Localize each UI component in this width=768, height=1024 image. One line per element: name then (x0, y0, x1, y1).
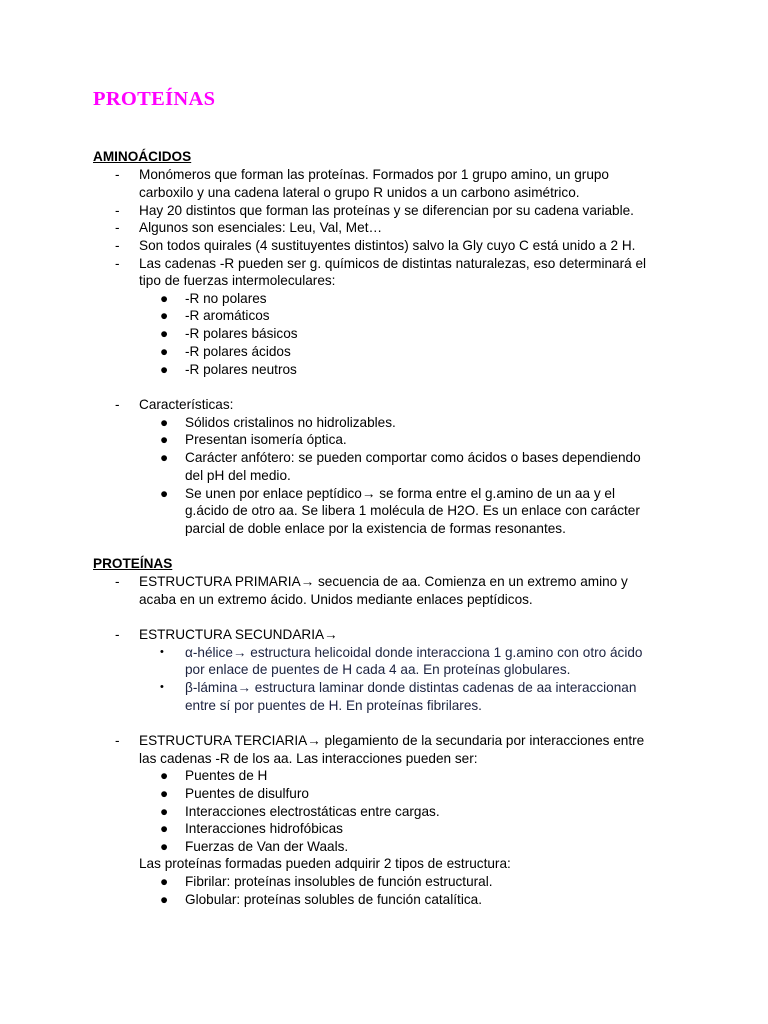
sub-list-item: Se unen por enlace peptídico→ se forma entre el g.amino de un aa y el (185, 486, 615, 501)
list-item: las cadenas -R de los aa. Las interacciones pueden ser: (139, 751, 478, 766)
list-item: ESTRUCTURA PRIMARIA→ secuencia de aa. Comienza en un extremo amino y (139, 574, 628, 589)
sub-list-item: parcial de doble enlace por la existencia de formas resonantes. (185, 521, 566, 536)
bullet-marker: ● (160, 362, 169, 377)
bullet-marker: ● (160, 839, 169, 854)
dash-marker: - (115, 574, 120, 589)
list-item: Son todos quirales (4 sustituyentes distintos) salvo la Gly cuyo C está unido a 2 H. (139, 238, 636, 253)
bullet-marker: ● (160, 450, 169, 465)
dash-marker: - (115, 167, 120, 182)
list-item: ESTRUCTURA SECUNDARIA→ (139, 627, 338, 642)
sub-list-item: g.ácido de otro aa. Se libera 1 molécula de H2O. Es un enlace con carácter (185, 503, 640, 518)
list-item: tipo de fuerzas intermoleculares: (139, 273, 336, 288)
bullet-marker: ● (160, 874, 169, 889)
bullet-marker: ● (160, 804, 169, 819)
bullet-marker: ● (160, 415, 169, 430)
dash-marker: - (115, 733, 120, 748)
sub-list-item: α-hélice→ estructura helicoidal donde interacciona 1 g.amino con otro ácido (185, 645, 643, 660)
sub-list-item: Interacciones electrostáticas entre cargas. (185, 804, 440, 819)
sub-list-item: Presentan isomería óptica. (185, 432, 347, 447)
list-item: Características: (139, 397, 234, 412)
bullet-marker: ● (160, 892, 169, 907)
dash-marker: - (115, 397, 120, 412)
bullet-marker: ● (160, 344, 169, 359)
list-item: carboxilo y una cadena lateral o grupo R unidos a un carbono asimétrico. (139, 185, 580, 200)
dash-marker: - (115, 220, 120, 235)
section-heading-proteinas: PROTEÍNAS (93, 556, 173, 571)
paragraph-text: Las proteínas formadas pueden adquirir 2 tipos de estructura: (139, 856, 511, 871)
sub-list-item: por enlace de puentes de H cada 4 aa. En proteínas globulares. (185, 662, 571, 677)
sub-list-item: β-lámina→ estructura laminar donde distintas cadenas de aa interaccionan (185, 680, 637, 695)
sub-list-item: -R polares ácidos (185, 344, 291, 359)
bullet-marker: ● (160, 786, 169, 801)
bullet-marker: ● (160, 326, 169, 341)
list-item: Las cadenas -R pueden ser g. químicos de distintas naturalezas, eso determinará el (139, 256, 647, 271)
list-item: ESTRUCTURA TERCIARIA→ plegamiento de la secundaria por interacciones entre (139, 733, 645, 748)
section-heading-aminoacidos: AMINOÁCIDOS (93, 149, 192, 164)
bullet-marker: ● (160, 432, 169, 447)
bullet-marker: ● (160, 486, 169, 501)
sub-list-item: Sólidos cristalinos no hidrolizables. (185, 415, 396, 430)
dash-marker: - (115, 256, 120, 271)
list-item: Algunos son esenciales: Leu, Val, Met… (139, 220, 383, 235)
bullet-marker: • (160, 646, 164, 658)
bullet-marker: ● (160, 308, 169, 323)
sub-list-item: Fuerzas de Van der Waals. (185, 839, 349, 854)
sub-list-item: -R polares básicos (185, 326, 298, 341)
bullet-marker: ● (160, 821, 169, 836)
sub-list-item: -R no polares (185, 291, 267, 306)
dash-marker: - (115, 627, 120, 642)
page-title: PROTEÍNAS (93, 88, 216, 110)
sub-list-item: -R polares neutros (185, 362, 297, 377)
bullet-marker: ● (160, 291, 169, 306)
sub-list-item: entre sí por puentes de H. En proteínas fibrilares. (185, 698, 482, 713)
sub-list-item: Puentes de disulfuro (185, 786, 309, 801)
sub-list-item: Puentes de H (185, 768, 268, 783)
list-item: Hay 20 distintos que forman las proteínas y se diferencian por su cadena variable. (139, 203, 634, 218)
list-item: Monómeros que forman las proteínas. Formados por 1 grupo amino, un grupo (139, 167, 609, 182)
bullet-marker: ● (160, 768, 169, 783)
bullet-marker: • (160, 681, 164, 693)
sub-list-item: Interacciones hidrofóbicas (185, 821, 343, 836)
sub-list-item: del pH del medio. (185, 468, 291, 483)
list-item: acaba en un extremo ácido. Unidos mediante enlaces peptídicos. (139, 592, 533, 607)
dash-marker: - (115, 238, 120, 253)
dash-marker: - (115, 203, 120, 218)
sub-list-item: Fibrilar: proteínas insolubles de función estructural. (185, 874, 493, 889)
sub-list-item: Globular: proteínas solubles de función catalítica. (185, 892, 482, 907)
sub-list-item: -R aromáticos (185, 308, 270, 323)
sub-list-item: Carácter anfótero: se pueden comportar como ácidos o bases dependiendo (185, 450, 641, 465)
